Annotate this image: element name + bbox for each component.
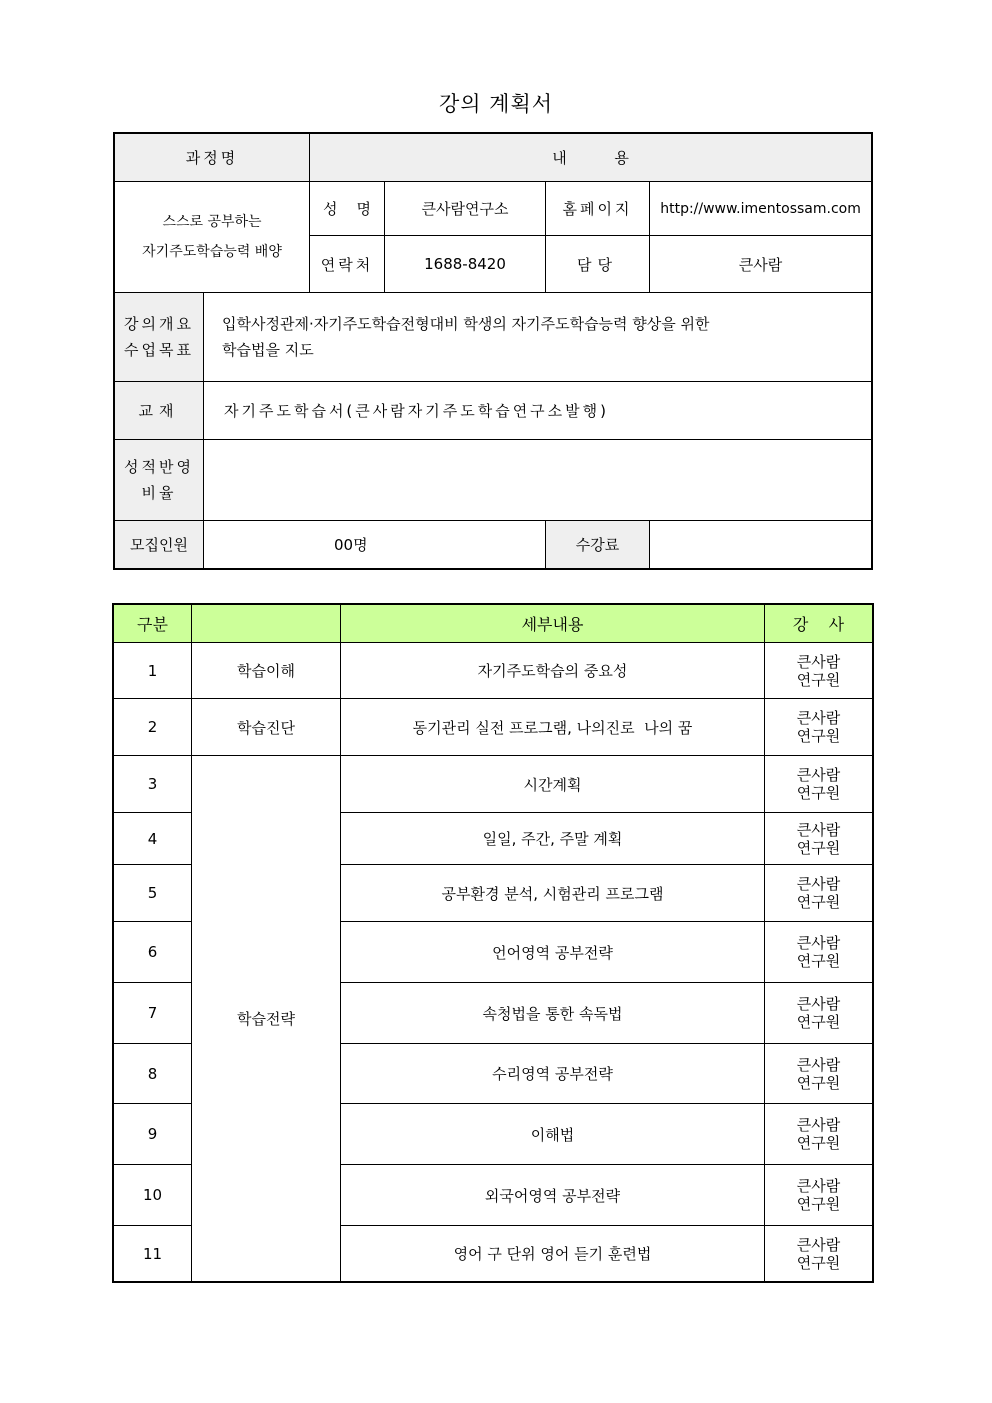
instructor-line2: 연구원	[796, 670, 841, 689]
row-instructor	[765, 1104, 873, 1165]
overview-text-line1: 입학사정관제·자기주도학습전형대비 학생의 자기주도학습능력 향상을 위한	[222, 315, 710, 333]
header-detail: 세부내용	[341, 605, 765, 643]
manager-label: 담당	[546, 236, 650, 293]
header-content: 내 용	[310, 134, 872, 182]
row-detail: 수리영역 공부전략	[341, 1044, 765, 1104]
textbook-value: 자기주도학습서(큰사람자기주도학습연구소발행)	[204, 382, 872, 440]
row-detail: 언어영역 공부전략	[341, 922, 765, 983]
overview-text	[204, 293, 872, 382]
row-number: 2	[114, 699, 192, 756]
textbook-label: 교재	[115, 382, 204, 440]
schedule-table	[113, 604, 873, 1282]
row-number: 10	[114, 1165, 192, 1226]
row-instructor	[765, 983, 873, 1044]
row-instructor	[765, 699, 873, 756]
row-instructor	[765, 1226, 873, 1282]
row-instructor	[765, 865, 873, 922]
instructor-line1: 큰사람	[796, 934, 841, 952]
course-info-table	[114, 133, 872, 569]
row-number: 7	[114, 983, 192, 1044]
row-detail: 자기주도학습의 중요성	[341, 643, 765, 699]
instructor-line2: 연구원	[796, 784, 841, 802]
header-course-name: 과정명	[115, 134, 310, 182]
row-detail: 외국어영역 공부전략	[341, 1165, 765, 1226]
instructor-line2: 연구원	[796, 893, 841, 911]
instructor-line1: 큰사람	[796, 995, 841, 1013]
instructor-line2: 연구원	[796, 1013, 841, 1031]
instructor-line1: 큰사람	[796, 766, 841, 784]
row-detail: 이해법	[341, 1104, 765, 1165]
row-number: 4	[114, 813, 192, 865]
instructor-line1: 큰사람	[796, 820, 841, 839]
grade-ratio-label	[115, 440, 204, 521]
row-number: 5	[114, 865, 192, 922]
instructor-line2: 연구원	[796, 1195, 841, 1213]
row-instructor	[765, 643, 873, 699]
instructor-line1: 큰사람	[796, 1177, 841, 1195]
overview-label	[115, 293, 204, 382]
row-instructor	[765, 756, 873, 813]
instructor-line1: 큰사람	[796, 1116, 841, 1134]
row-number: 1	[114, 643, 192, 699]
homepage-link[interactable]: http://www.imentossam.com	[650, 182, 872, 236]
instructor-line2: 연구원	[796, 952, 841, 970]
row-number: 8	[114, 1044, 192, 1104]
recruit-value: 00명	[204, 521, 546, 569]
instructor-line2: 연구원	[796, 838, 841, 857]
row-detail: 일일, 주간, 주말 계획	[341, 813, 765, 865]
name-value: 큰사람연구소	[385, 182, 546, 236]
name-label: 성 명	[310, 182, 385, 236]
overview-label-line2: 수업목표	[124, 341, 194, 359]
instructor-line2: 연구원	[796, 727, 841, 745]
row-number: 11	[114, 1226, 192, 1282]
grade-label-line1: 성적반영	[124, 458, 194, 476]
row-instructor	[765, 1165, 873, 1226]
instructor-line1: 큰사람	[796, 1055, 841, 1074]
overview-text-line2: 학습법을 지도	[222, 341, 314, 359]
instructor-line1: 큰사람	[796, 709, 841, 727]
row-detail: 영어 구 단위 영어 듣기 훈련법	[341, 1226, 765, 1282]
row-detail: 공부환경 분석, 시험관리 프로그램	[341, 865, 765, 922]
row-instructor	[765, 813, 873, 865]
row-category: 학습이해	[192, 643, 341, 699]
instructor-line1: 큰사람	[796, 875, 841, 893]
contact-label: 연락처	[310, 236, 385, 293]
course-name-cell	[115, 182, 310, 293]
header-division: 구분	[114, 605, 192, 643]
course-name-line1: 스스로 공부하는	[162, 214, 262, 230]
schedule-row	[114, 643, 873, 699]
recruit-label: 모집인원	[115, 521, 204, 569]
instructor-line2: 연구원	[796, 1134, 841, 1152]
manager-value: 큰사람	[650, 236, 872, 293]
contact-value: 1688-8420	[385, 236, 546, 293]
schedule-row	[114, 699, 873, 756]
instructor-line1: 큰사람	[796, 1235, 841, 1254]
row-detail: 동기관리 실전 프로그램, 나의진로 나의 꿈	[341, 699, 765, 756]
homepage-label: 홈페이지	[546, 182, 650, 236]
course-name-line2: 자기주도학습능력 배양	[142, 244, 282, 260]
instructor-line2: 연구원	[796, 1253, 841, 1272]
instructor-line1: 큰사람	[796, 652, 841, 671]
instructor-line2: 연구원	[796, 1073, 841, 1092]
page-title: 강의 계획서	[438, 92, 554, 116]
schedule-row	[114, 756, 873, 813]
row-instructor	[765, 1044, 873, 1104]
grade-ratio-value	[204, 440, 872, 521]
row-category: 학습전략	[192, 756, 341, 1282]
header-category	[192, 605, 341, 643]
header-instructor: 강 사	[765, 605, 873, 643]
grade-label-line2: 비율	[141, 484, 177, 502]
row-category: 학습진단	[192, 699, 341, 756]
fee-value	[650, 521, 872, 569]
row-number: 6	[114, 922, 192, 983]
row-detail: 속청법을 통한 속독법	[341, 983, 765, 1044]
overview-label-line1: 강의개요	[124, 315, 194, 333]
row-detail: 시간계획	[341, 756, 765, 813]
fee-label: 수강료	[546, 521, 650, 569]
row-number: 3	[114, 756, 192, 813]
row-instructor	[765, 922, 873, 983]
row-number: 9	[114, 1104, 192, 1165]
